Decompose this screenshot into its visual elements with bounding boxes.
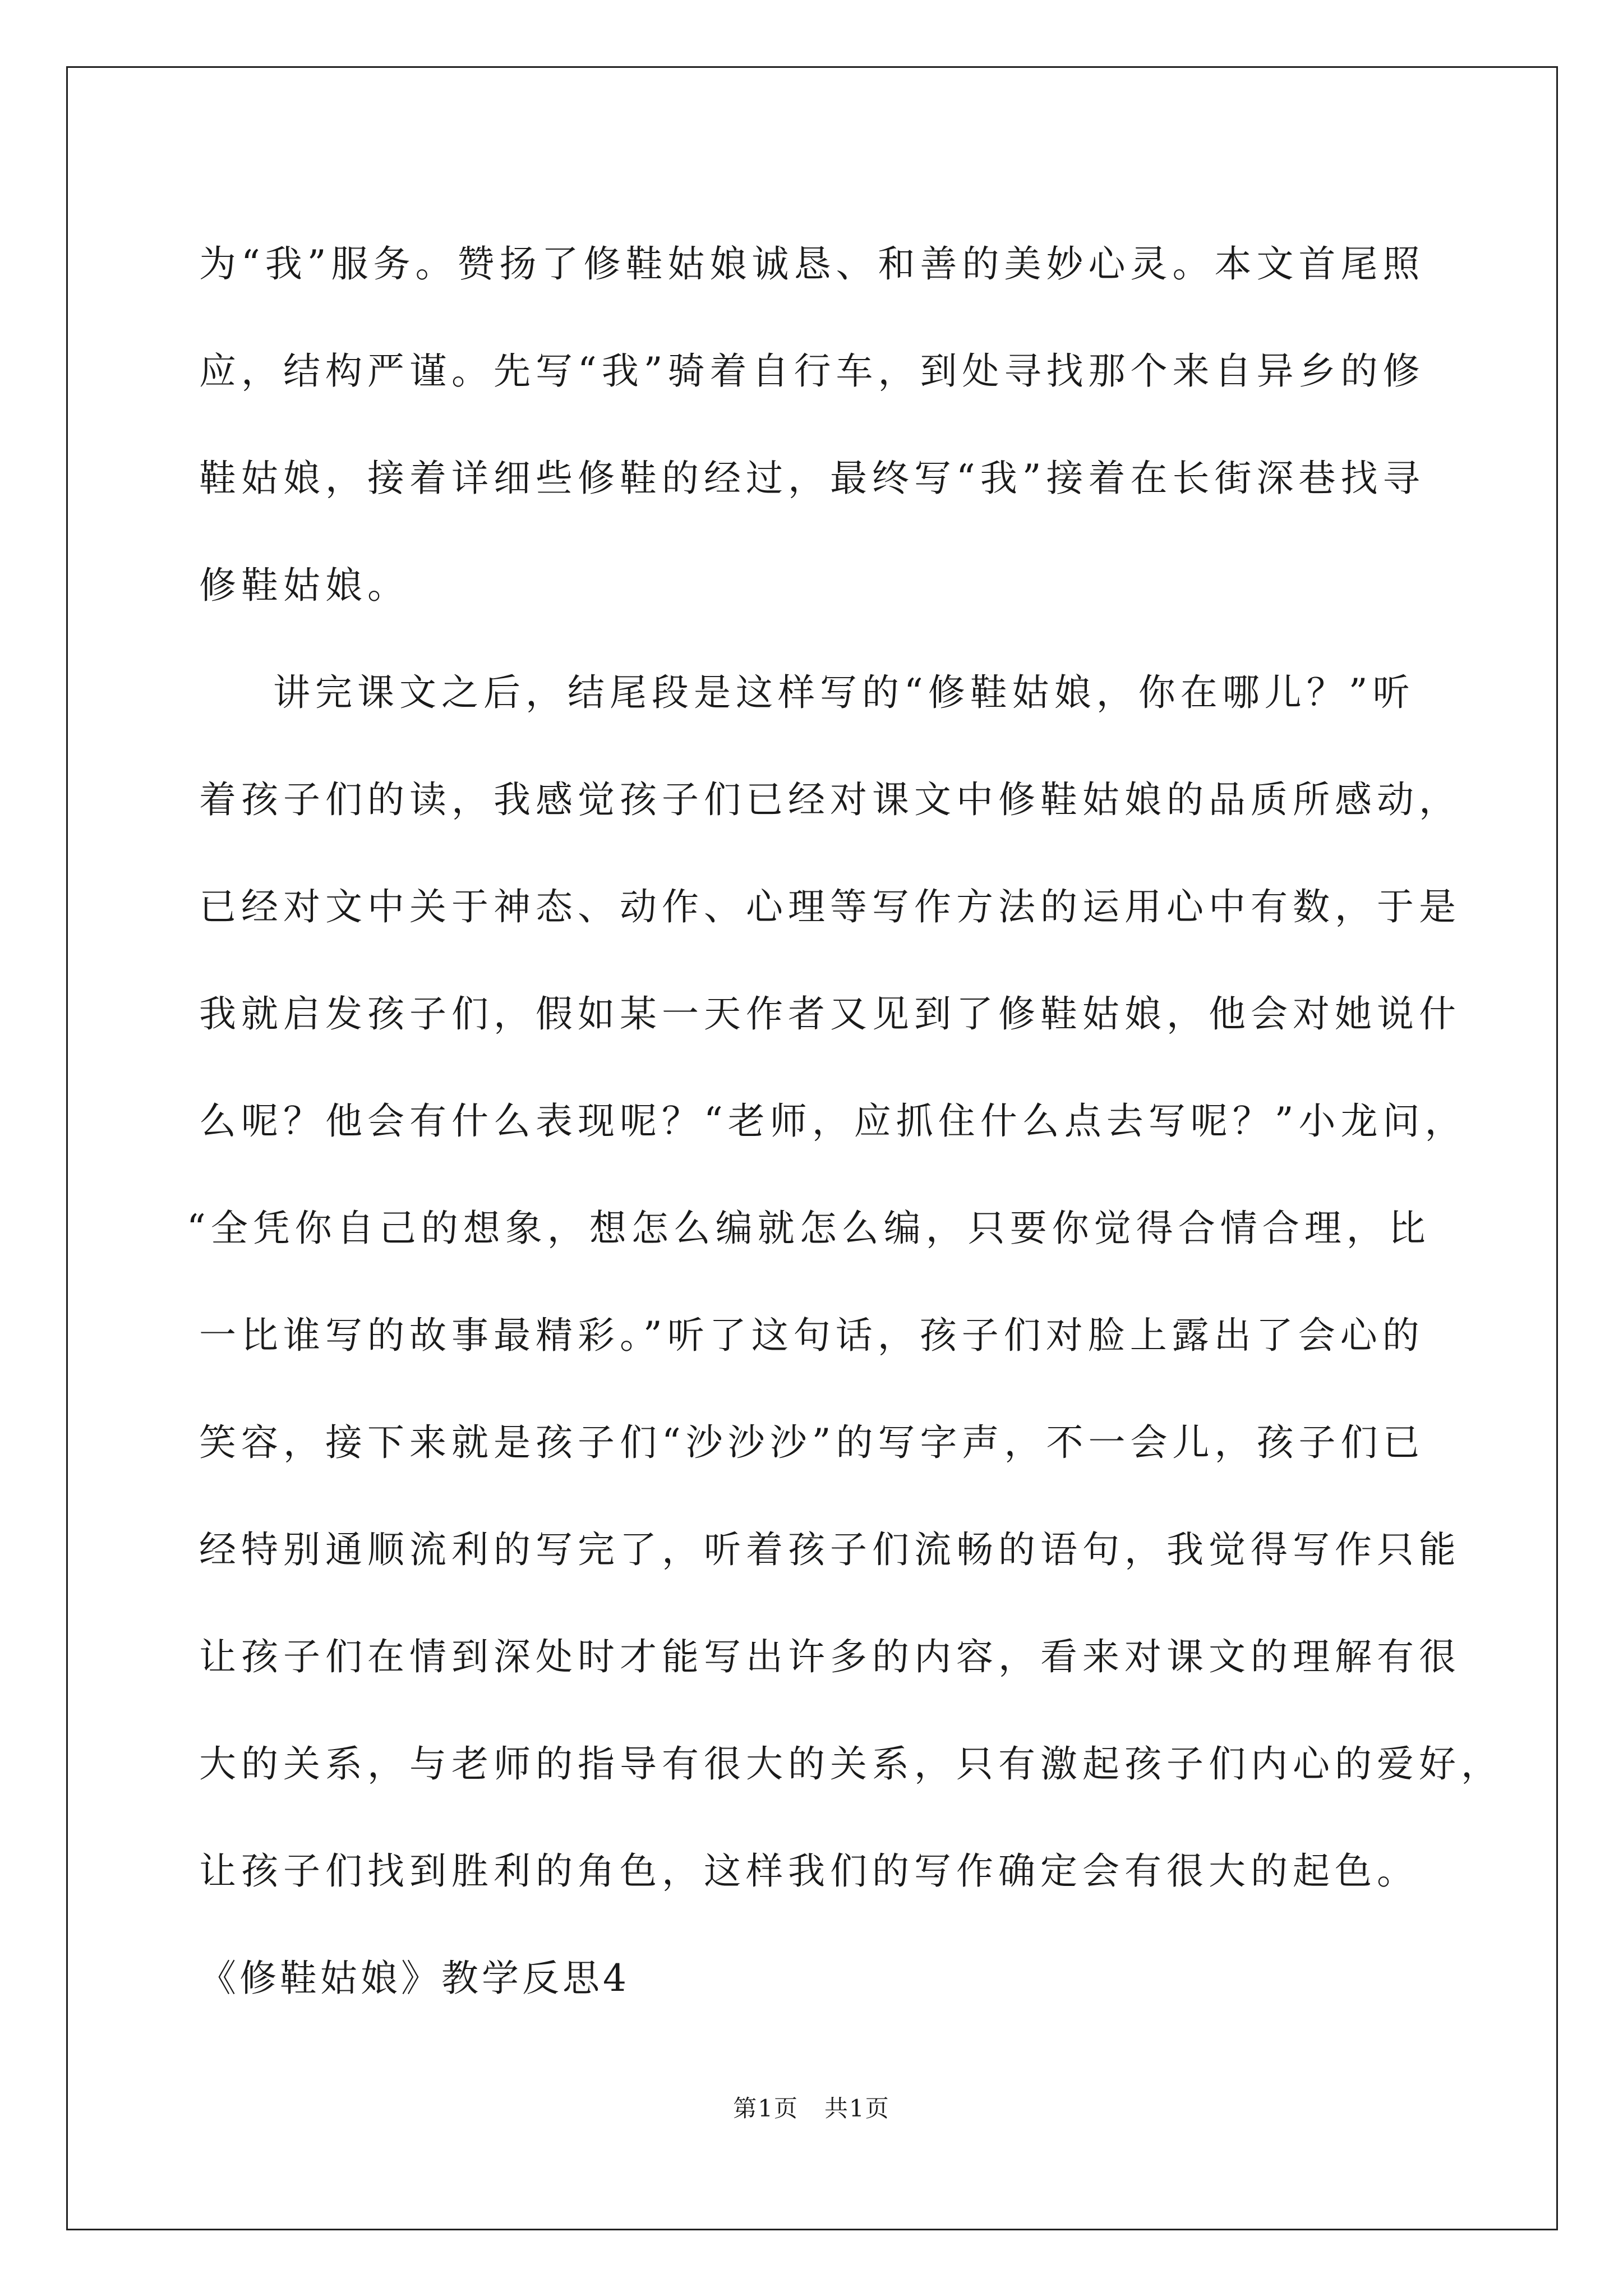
page-footer: 第1页 共1页 <box>733 2095 890 2122</box>
section-heading: 《修鞋姑娘》教学反思4 <box>199 1957 630 2000</box>
paragraph-line: 我就启发孩子们，假如某一天作者又见到了修鞋姑娘，他会对她说什 <box>199 992 1461 1036</box>
paragraph-line: 经特别通顺流利的写完了，听着孩子们流畅的语句，我觉得写作只能 <box>199 1528 1461 1571</box>
paragraph-line: 为“我”服务。赞扬了修鞋姑娘诚恳、和善的美妙心灵。本文首尾照 <box>199 242 1425 286</box>
paragraph-line: 大的关系，与老师的指导有很大的关系，只有激起孩子们内心的爱好， <box>199 1742 1503 1786</box>
paragraph-line: 一比谁写的故事最精彩。”听了这句话，孩子们对脸上露出了会心的 <box>199 1314 1424 1357</box>
paragraph-line: 应，结构严谨。先写“我”骑着自行车，到处寻找那个来自异乡的修 <box>199 349 1425 393</box>
paragraph-line: 么呢？他会有什么表现呢？“老师，应抓住什么点去写呢？”小龙问， <box>199 1099 1467 1143</box>
paragraph-line: 让孩子们找到胜利的角色，这样我们的写作确定会有很大的起色。 <box>199 1849 1419 1893</box>
paragraph-2 <box>187 639 1503 1925</box>
paragraph-line: 已经对文中关于神态、动作、心理等写作方法的运用心中有数，于是 <box>199 885 1461 928</box>
paragraph-line: “全凭你自己的想象，想怎么编就怎么编，只要你觉得合情合理，比 <box>187 1207 1431 1250</box>
paragraph-line: 修鞋姑娘。 <box>199 564 409 607</box>
paragraph-line: 鞋姑娘，接着详细些修鞋的经过，最终写“我”接着在长街深巷找寻 <box>199 457 1425 500</box>
paragraph-line: 让孩子们在情到深处时才能写出许多的内容，看来对课文的理解有很 <box>199 1635 1461 1678</box>
paragraph-line: 着孩子们的读，我感觉孩子们已经对课文中修鞋姑娘的品质所感动， <box>199 778 1461 821</box>
paragraph-line: 讲完课文之后，结尾段是这样写的“修鞋姑娘，你在哪儿？”听 <box>273 671 1415 714</box>
paragraph-1 <box>199 210 1433 639</box>
paragraph-line: 笑容，接下来就是孩子们“沙沙沙”的写字声，不一会儿，孩子们已 <box>199 1421 1425 1464</box>
document-body <box>187 210 1503 2032</box>
